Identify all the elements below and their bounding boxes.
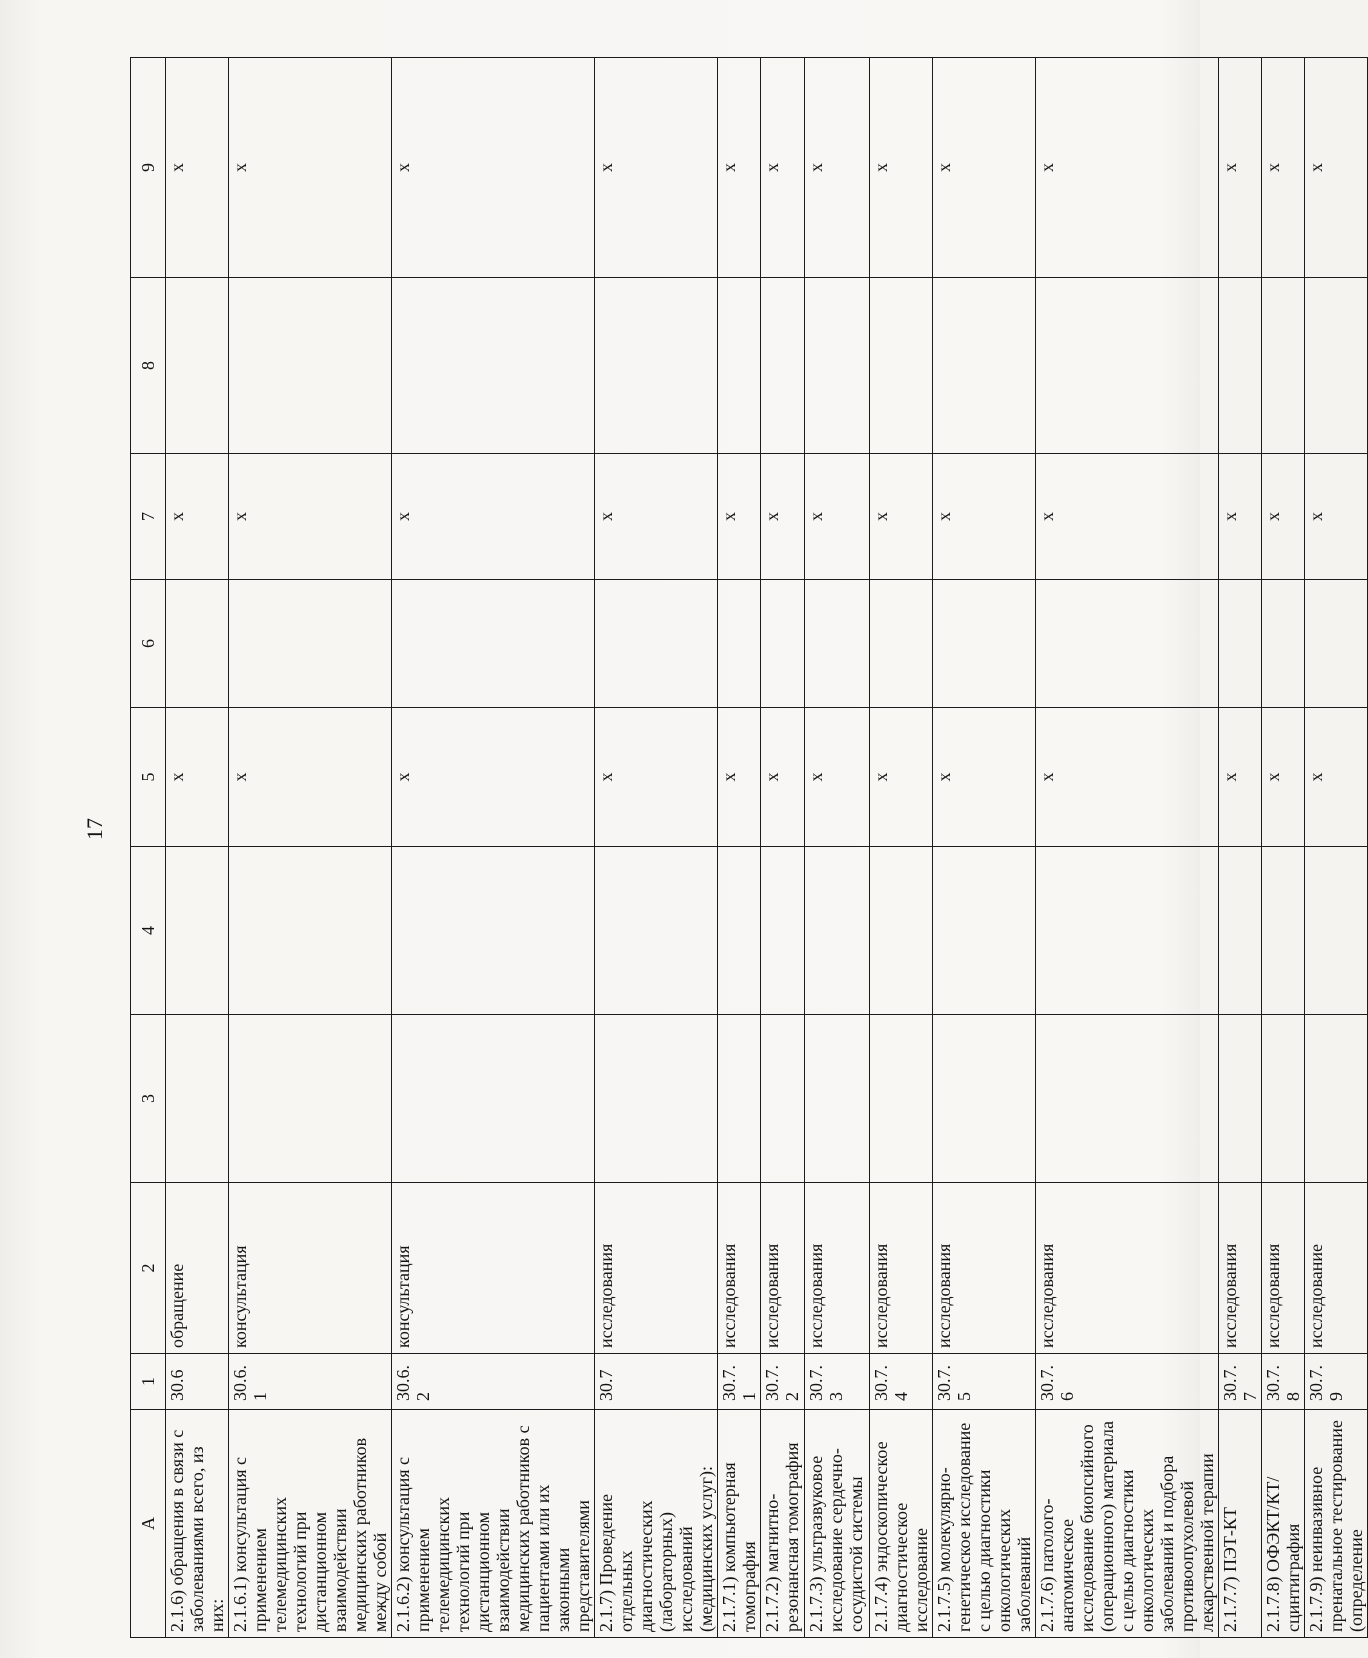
value-cell: х (805, 58, 870, 278)
unit-cell: исследования (1262, 1183, 1305, 1354)
unit-cell: исследования (870, 1183, 933, 1354)
row-label-cell: 2.1.7.2) магнитно-резонансная томография (761, 1410, 805, 1638)
value-cell (392, 1015, 595, 1183)
value-cell: х (392, 58, 595, 278)
row-label-cell: 2.1.7.1) компьютерная томография (718, 1410, 761, 1638)
column-header: 4 (131, 847, 166, 1015)
value-cell (595, 580, 718, 708)
row-label-cell: 2.1.6.1) консультация с применением телемедицинских технологий при дистанционном взаимодействии медицинских работников между собой (229, 1410, 392, 1638)
value-cell (595, 847, 718, 1015)
value-cell (166, 1015, 229, 1183)
row-code-cell: 30.7.3 (805, 1354, 870, 1410)
value-cell (933, 847, 1036, 1015)
value-cell (229, 278, 392, 454)
value-cell: х (392, 708, 595, 847)
row-label-cell: 2.1.6.2) консультация с применением телемедицинских технологий при дистанционном взаимодействии медицинских работников с пациентами или их законными представителями (392, 1410, 595, 1638)
value-cell: х (1305, 58, 1368, 278)
value-cell (229, 847, 392, 1015)
unit-cell: исследования (1219, 1183, 1262, 1354)
value-cell (870, 1015, 933, 1183)
table-row (805, 58, 870, 1638)
value-cell (761, 847, 805, 1015)
row-code-cell: 30.7.8 (1262, 1354, 1305, 1410)
value-cell: х (166, 708, 229, 847)
table-row (1036, 58, 1219, 1638)
column-header: 8 (131, 278, 166, 454)
value-cell (392, 580, 595, 708)
value-cell: х (166, 454, 229, 580)
table-row (933, 58, 1036, 1638)
value-cell (718, 847, 761, 1015)
value-cell: х (1036, 58, 1219, 278)
unit-cell: исследования (718, 1183, 761, 1354)
value-cell: х (933, 454, 1036, 580)
value-cell (805, 1015, 870, 1183)
value-cell: х (229, 454, 392, 580)
value-cell: х (805, 708, 870, 847)
column-header: 9 (131, 58, 166, 278)
value-cell (1219, 278, 1262, 454)
unit-cell: исследования (933, 1183, 1036, 1354)
value-cell (1305, 847, 1368, 1015)
value-cell (805, 580, 870, 708)
row-code-cell: 30.7.7 (1219, 1354, 1262, 1410)
value-cell (166, 847, 229, 1015)
row-code-cell: 30.6 (166, 1354, 229, 1410)
value-cell (805, 278, 870, 454)
value-cell: х (229, 58, 392, 278)
unit-cell: исследования (595, 1183, 718, 1354)
value-cell (1262, 580, 1305, 708)
value-cell: х (1036, 708, 1219, 847)
unit-cell: обращение (166, 1183, 229, 1354)
row-label-cell: 2.1.6) обращения в связи с заболеваниями всего, из них: (166, 1410, 229, 1638)
table-row (595, 58, 718, 1638)
value-cell (392, 278, 595, 454)
value-cell (870, 278, 933, 454)
table-row (166, 58, 229, 1638)
row-label-cell: 2.1.7.5) молекулярно-генетическое исследование с целью диагностики онкологических заболеваний (933, 1410, 1036, 1638)
value-cell (1262, 1015, 1305, 1183)
table-row (718, 58, 761, 1638)
value-cell: х (1036, 454, 1219, 580)
value-cell: х (761, 708, 805, 847)
table-row (392, 58, 595, 1638)
value-cell (1305, 278, 1368, 454)
row-code-cell: 30.7.9 (1305, 1354, 1368, 1410)
value-cell (229, 580, 392, 708)
value-cell: х (1305, 708, 1368, 847)
value-cell (1036, 1015, 1219, 1183)
header-row (131, 58, 166, 1638)
data-table (130, 57, 1368, 1638)
unit-cell: исследования (1036, 1183, 1219, 1354)
value-cell (870, 847, 933, 1015)
value-cell (761, 278, 805, 454)
value-cell: х (761, 454, 805, 580)
value-cell: х (1262, 708, 1305, 847)
value-cell: х (392, 454, 595, 580)
table-row (1305, 58, 1368, 1638)
column-header: 3 (131, 1015, 166, 1183)
value-cell (805, 847, 870, 1015)
value-cell: х (870, 454, 933, 580)
value-cell: х (1305, 454, 1368, 580)
value-cell (1305, 580, 1368, 708)
row-code-cell: 30.7.1 (718, 1354, 761, 1410)
table-body (131, 58, 1368, 1638)
row-label-cell: 2.1.7.3) ультразвуковое исследование сердечно-сосудистой системы (805, 1410, 870, 1638)
value-cell: х (870, 58, 933, 278)
value-cell: х (933, 58, 1036, 278)
table-row (761, 58, 805, 1638)
row-code-cell: 30.7.5 (933, 1354, 1036, 1410)
column-header: А (131, 1410, 166, 1638)
value-cell (1036, 580, 1219, 708)
value-cell (166, 580, 229, 708)
value-cell (933, 278, 1036, 454)
row-code-cell: 30.7.6 (1036, 1354, 1219, 1410)
value-cell (1305, 1015, 1368, 1183)
unit-cell: исследования (805, 1183, 870, 1354)
column-header: 2 (131, 1183, 166, 1354)
value-cell (761, 1015, 805, 1183)
unit-cell: исследования (761, 1183, 805, 1354)
value-cell (1219, 847, 1262, 1015)
value-cell (718, 1015, 761, 1183)
table-sheet (130, 58, 1366, 1638)
column-header: 5 (131, 708, 166, 847)
value-cell: х (166, 58, 229, 278)
value-cell (1219, 580, 1262, 708)
value-cell: х (229, 708, 392, 847)
row-code-cell: 30.7.2 (761, 1354, 805, 1410)
value-cell (870, 580, 933, 708)
row-label-cell: 2.1.7) Проведение отдельных диагностических (лабораторных) исследований (медицинских услуг): (595, 1410, 718, 1638)
value-cell (761, 580, 805, 708)
value-cell (933, 580, 1036, 708)
value-cell (718, 580, 761, 708)
value-cell (595, 278, 718, 454)
row-code-cell: 30.6.2 (392, 1354, 595, 1410)
unit-cell: консультация (229, 1183, 392, 1354)
value-cell (229, 1015, 392, 1183)
value-cell (718, 278, 761, 454)
table-row (229, 58, 392, 1638)
value-cell: х (1219, 708, 1262, 847)
value-cell: х (718, 708, 761, 847)
value-cell: х (761, 58, 805, 278)
column-header: 7 (131, 454, 166, 580)
table-row (1262, 58, 1305, 1638)
page-number: 17 (82, 818, 107, 840)
unit-cell: исследование (1305, 1183, 1368, 1354)
value-cell (1262, 278, 1305, 454)
value-cell (1036, 278, 1219, 454)
row-label-cell: 2.1.7.6) патолого-анатомическое исследование биопсийного (операционного) материала с целью диагностики онкологических заболеваний и подбора противоопухолевой лекарственной терапии (1036, 1410, 1219, 1638)
rotated-table-area (130, 58, 1366, 1638)
value-cell: х (595, 454, 718, 580)
value-cell (933, 1015, 1036, 1183)
value-cell (1036, 847, 1219, 1015)
row-code-cell: 30.7 (595, 1354, 718, 1410)
value-cell (595, 1015, 718, 1183)
value-cell: х (1219, 454, 1262, 580)
value-cell: х (870, 708, 933, 847)
value-cell (1219, 1015, 1262, 1183)
row-label-cell: 2.1.7.4) эндоскопическое диагностическое исследование (870, 1410, 933, 1638)
column-header: 6 (131, 580, 166, 708)
value-cell: х (595, 58, 718, 278)
value-cell (1262, 847, 1305, 1015)
value-cell: х (718, 58, 761, 278)
value-cell: х (1219, 58, 1262, 278)
value-cell: х (805, 454, 870, 580)
table-row (870, 58, 933, 1638)
row-code-cell: 30.6.1 (229, 1354, 392, 1410)
row-label-cell: 2.1.7.7) ПЭТ-КТ (1219, 1410, 1262, 1638)
table-row (1219, 58, 1262, 1638)
value-cell (166, 278, 229, 454)
unit-cell: консультация (392, 1183, 595, 1354)
row-label-cell: 2.1.7.8) ОФЭКТ/КТ/сцинтиграфия (1262, 1410, 1305, 1638)
row-code-cell: 30.7.4 (870, 1354, 933, 1410)
value-cell: х (933, 708, 1036, 847)
value-cell: х (718, 454, 761, 580)
value-cell: х (1262, 454, 1305, 580)
value-cell: х (1262, 58, 1305, 278)
value-cell (392, 847, 595, 1015)
row-label-cell: 2.1.7.9) неинвазивное пренатальное тестирование (определение (1305, 1410, 1368, 1638)
value-cell: х (595, 708, 718, 847)
column-header: 1 (131, 1354, 166, 1410)
